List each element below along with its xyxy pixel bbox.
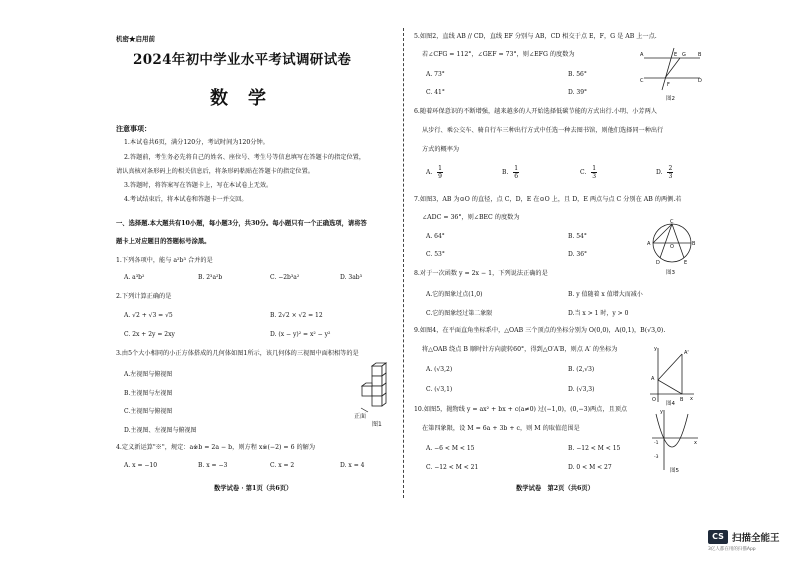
- option: D. 36°: [568, 251, 588, 258]
- svg-text:A: A: [640, 52, 644, 58]
- question-stem-cont: 将△OAB 绕点 B 顺时针方向旋转60°，得到△O′A′B，则点 A′ 的坐标为: [422, 346, 618, 353]
- option: A. (√3,2): [426, 366, 453, 373]
- option: A.左视图与俯视图: [124, 371, 173, 378]
- option-fraction: C. $\frac{1}{3}$: [580, 165, 597, 180]
- option: B. x = −3: [198, 462, 228, 469]
- figure-label: 图2: [666, 96, 675, 102]
- note-item: 4.考试结束后，将本试卷和答题卡一并交回。: [124, 196, 248, 203]
- option: C. 53°: [426, 251, 445, 258]
- figure-label: 图3: [666, 270, 675, 276]
- option: D.当 x > 1 时，y > 0: [568, 310, 629, 317]
- option: D.主视图、左视图与俯视图: [124, 427, 197, 434]
- option: A. x = −10: [124, 462, 158, 469]
- svg-text:F: F: [667, 82, 670, 88]
- question-stem: 4.定义新运算"※"，规定：a※b = 2a − b，则方程 x※(−2) = 6 的解为: [116, 444, 316, 451]
- exam-title: 2024年初中学业水平考试调研试卷: [133, 52, 352, 68]
- question-stem-cont: ∠ADC = 36°，则∠BEC 的度数为: [422, 214, 520, 221]
- question-stem: 7.如图3，AB 为⊙O 的直径，点 C，D，E 在⊙O 上，且 D，E 两点与点 C 分别在 AB 的两侧.若: [414, 196, 682, 203]
- page-footer: 数学试卷 · 第1页（共6页）: [214, 485, 293, 492]
- exam-page-2: [400, 0, 794, 561]
- option: A. 64°: [426, 233, 445, 240]
- figure-label: 图4: [666, 401, 675, 406]
- option-fraction: A. $\frac{1}{9}$: [426, 165, 442, 180]
- option: B. −12 < M < 15: [568, 445, 621, 452]
- option: B. 2√2 × √2 = 12: [270, 312, 323, 319]
- question-stem: 9.如图4，在平面直角坐标系中，△OAB 三个顶点的坐标分别为 O(0,0)，A(0,1)，B(√3,0).: [414, 327, 666, 334]
- svg-text:x: x: [694, 440, 697, 446]
- option: D. 0 < M < 27: [568, 464, 612, 471]
- option: A.它的图象过点(1,0): [426, 291, 483, 298]
- svg-text:O: O: [652, 397, 656, 403]
- option: C. x = 2: [270, 462, 295, 469]
- option: B. 2³a²b: [198, 274, 223, 281]
- page-footer: 数学试卷 第2页（共6页）: [516, 485, 595, 492]
- option: A. 73°: [426, 71, 445, 78]
- option: C. −12 < M < 21: [426, 464, 479, 471]
- option: D. (x − y)² = x² − y²: [270, 331, 331, 338]
- figure-label: 图1: [372, 421, 382, 428]
- figure-label: 图5: [670, 468, 679, 474]
- svg-text:-3: -3: [654, 455, 659, 460]
- option: A. √2 + √3 = √5: [124, 312, 173, 319]
- svg-text:O: O: [670, 244, 674, 250]
- section-heading-cont: 题卡上对应题目的答题标号涂黑。: [116, 238, 211, 245]
- note-item: 2.答题前，考生务必先将自己的姓名、座位号、考生号等信息填写在答题卡的指定位置，: [124, 154, 366, 161]
- svg-text:y: y: [654, 346, 657, 352]
- svg-text:E: E: [674, 52, 678, 58]
- confidential-label: 机密★启用前: [116, 35, 155, 43]
- question-stem: 8.对于一次函数 y = 2x − 1，下列说法正确的是: [414, 270, 548, 277]
- option-fraction: B. $\frac{1}{6}$: [502, 165, 519, 180]
- note-item: 请认真核对条形码上的相关信息后，将条形码粘贴在答题卡的指定位置。: [116, 168, 314, 175]
- question-stem: 5.如图2，直线 AB // CD，直线 EF 分别与 AB，CD 相交于点 E，F，G 是 AB 上一点.: [414, 33, 657, 40]
- question-stem-cont: 若∠CFG = 112°，∠GEF = 73°，则∠EFG 的度数为: [422, 51, 575, 58]
- option: A. a³b²: [124, 274, 145, 281]
- option: C. (√3,1): [426, 386, 453, 393]
- figure-5-parabola: [648, 408, 700, 474]
- option: D. (√3,3): [568, 386, 595, 393]
- option: C.它的图象经过第二象限: [426, 310, 493, 317]
- notes-heading: 注意事项：: [116, 124, 151, 133]
- svg-text:D: D: [656, 260, 660, 266]
- svg-text:-1: -1: [654, 441, 659, 446]
- option: C.主视图与俯视图: [124, 408, 173, 415]
- svg-text:B: B: [680, 397, 684, 403]
- question-stem: 6.随着环保意识的不断增强，越来越多的人开始选择低碳节能的方式出行.小明、小芳两人: [414, 108, 657, 115]
- option: B. 56°: [568, 71, 587, 78]
- scanner-app-tagline: 3亿人都在用的扫描App: [708, 547, 756, 552]
- svg-text:y: y: [660, 409, 663, 415]
- question-stem: 3.由5个大小相同的小正方体搭成的几何体如图1所示，该几何体的三视图中面积相等的是: [116, 350, 359, 357]
- option-fraction: D. $\frac{2}{3}$: [656, 165, 673, 180]
- option: C. −2b³a²: [270, 274, 300, 281]
- scanner-logo-icon: CS: [708, 530, 728, 544]
- question-stem-cont: 在第四象限，设 M = 6a + 3b + c，则 M 的取值范围是: [422, 425, 580, 432]
- option: B.主视图与左视图: [124, 390, 173, 397]
- svg-text:x: x: [690, 396, 693, 402]
- question-stem: 10.如图5，抛物线 y = ax² + bx + c(a≠0) 过(−1,0)，(0,−3)两点，且顶点: [414, 406, 628, 413]
- svg-text:D: D: [698, 78, 702, 84]
- note-item: 3.答题时，将答案写在答题卡上，写在本试卷上无效。: [124, 182, 273, 189]
- figure-3-circle: [642, 218, 702, 278]
- figure-1-cubes: [352, 362, 400, 428]
- svg-text:G: G: [682, 52, 686, 58]
- question-stem: 1.下列各项中，能与 a²b³ 合并的是: [116, 257, 213, 264]
- option: D. x = 4: [340, 462, 365, 469]
- question-stem-cont: 从步行、乘公交车、骑自行车三种出行方式中任选一种去图书馆，则他们选择同一种出行: [422, 127, 664, 134]
- svg-text:A: A: [651, 376, 655, 382]
- note-item: 1.本试卷共6页，满分120分，考试时间为120分钟。: [124, 139, 269, 146]
- figure-4-coordinate: [644, 344, 696, 406]
- svg-text:C: C: [670, 219, 674, 225]
- question-stem-cont: 方式的概率为: [422, 146, 460, 153]
- figure-2-parallel-lines: [640, 44, 704, 104]
- option: B. y 值随着 x 值增大而减小: [568, 291, 643, 298]
- option: C. 41°: [426, 89, 445, 96]
- question-stem: 2.下列计算正确的是: [116, 293, 172, 300]
- option: D. 39°: [568, 89, 588, 96]
- svg-text:B: B: [692, 241, 696, 247]
- svg-text:A': A': [684, 350, 689, 356]
- section-heading: 一、选择题.本大题共有10小题，每小题3分，共30分。每小题只有一个正确选项，请将答: [116, 220, 367, 227]
- option: C. 2x + 2y = 2xy: [124, 331, 175, 338]
- svg-text:B: B: [698, 52, 702, 58]
- option: A. −6 < M < 15: [426, 445, 475, 452]
- option: D. 3ab³: [340, 274, 363, 281]
- front-label: 正面: [354, 413, 367, 420]
- svg-text:C: C: [640, 78, 644, 84]
- svg-text:E: E: [684, 260, 688, 266]
- scanner-app-name: 扫描全能王: [732, 533, 780, 544]
- svg-text:A: A: [647, 241, 651, 247]
- option: B. (2,√3): [568, 366, 595, 373]
- subject-title: 数学: [210, 88, 286, 109]
- option: B. 54°: [568, 233, 587, 240]
